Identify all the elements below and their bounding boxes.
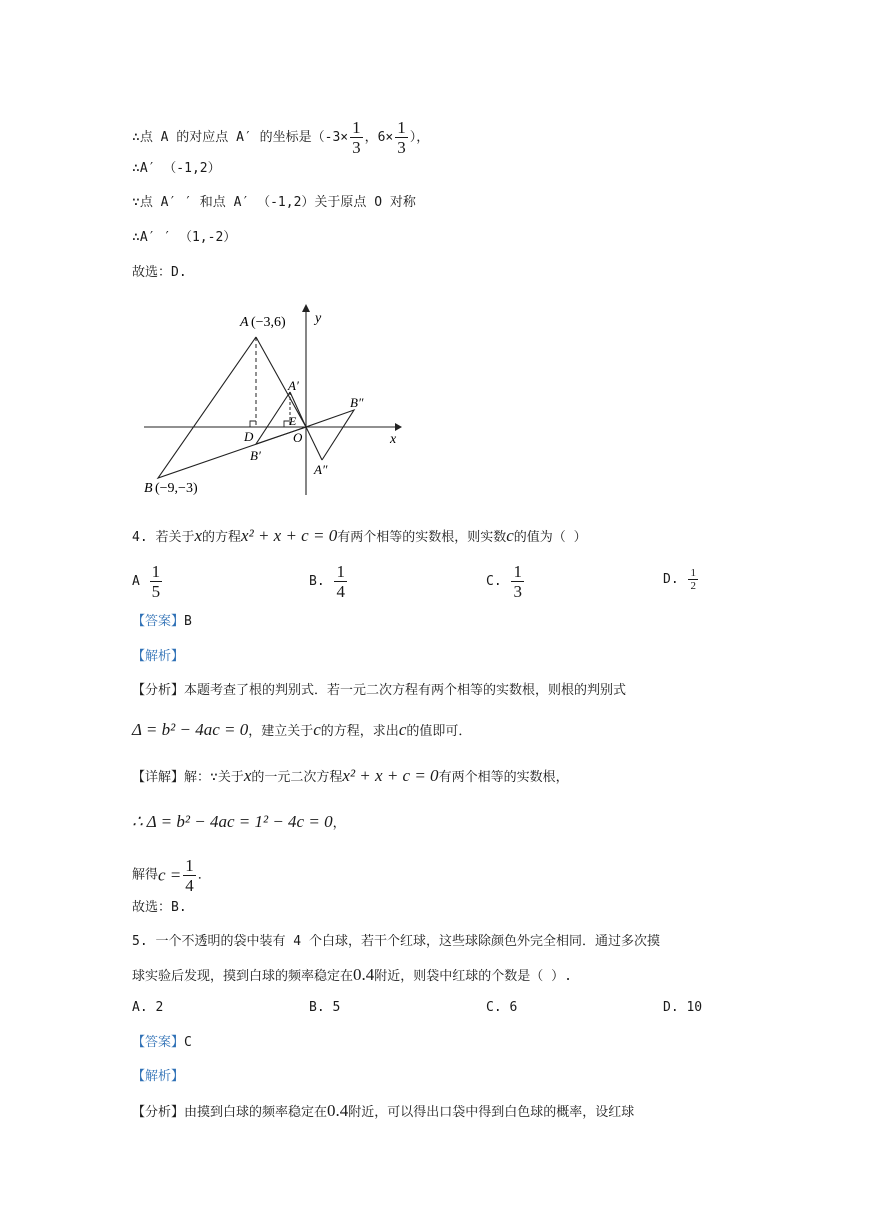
answer-value: B (184, 614, 192, 629)
q4-stem (132, 526, 587, 548)
frac-num: 1 (397, 118, 406, 137)
x-axis-arrow (395, 423, 402, 431)
q5-answer (132, 1033, 192, 1053)
label-b1: B′ (250, 448, 261, 463)
q4-analysis-tag: 【解析】 (132, 649, 185, 664)
q5-stem-1: 5. 一个不透明的袋中装有 4 个白球，若干个红球，这些球除颜色外完全相同．通过多次摸 (132, 934, 660, 949)
q4-stem-b: 的方程 (202, 530, 242, 545)
label-x: x (390, 432, 397, 447)
fenxi-tag: 【分析】 (132, 683, 185, 698)
step2-end: ． (197, 867, 211, 883)
q5-value: 0.4 (353, 965, 375, 984)
q5-option-c: C. 6 (486, 1000, 518, 1015)
label-e: E (289, 414, 297, 428)
coord-a: (−3,6) (251, 315, 286, 330)
answer-tag: 【答案】 (132, 614, 185, 629)
xiangjie-c: 有两个相等的实数根， (438, 770, 569, 785)
y-axis-arrow (302, 304, 310, 312)
xiangjie-b: 的一元二次方程 (251, 770, 343, 785)
frac-den: 4 (336, 582, 345, 601)
line1-prefix: ∴点 A 的对应点 A′ 的坐标是（-3× (132, 130, 349, 145)
label-d: D (244, 429, 254, 444)
label-a2: A″ (314, 462, 328, 477)
frac-den: 5 (151, 582, 161, 601)
triangle-abo (158, 337, 306, 478)
option-fraction (334, 562, 347, 601)
fraction (350, 118, 363, 157)
fenxi-text2a: ，建立关于 (248, 724, 314, 739)
label-b2: B″ (350, 395, 364, 410)
fenxi-value: 0.4 (327, 1101, 349, 1120)
answer-tag: 【答案】 (132, 1035, 185, 1050)
option-letter: B. (309, 574, 325, 589)
line1-mid: ，6× (364, 130, 394, 145)
step2-fraction (183, 856, 196, 895)
q4-fenxi (132, 681, 626, 701)
q4-answer (132, 612, 192, 632)
frac-num: 1 (513, 562, 522, 581)
q5-option-b: B. 5 (309, 1000, 341, 1015)
solution-line-4: ∴A′ ′ （1,-2） (132, 230, 237, 245)
q5-stem2b: 附近，则袋中红球的个数是（ ）. (374, 969, 572, 984)
q5-fenxi (132, 1101, 634, 1123)
fraction (395, 118, 408, 157)
option-letter: C. (486, 574, 502, 589)
label-a: A (240, 315, 249, 330)
var-c: c (398, 720, 407, 739)
fenxi-b: 附近，可以得出口袋中得到白色球的概率，设红球 (348, 1105, 635, 1120)
q4-option-a (132, 562, 164, 601)
solution-line-1 (132, 118, 429, 157)
q4-option-d (663, 567, 700, 592)
fenxi-text: 本题考查了根的判别式．若一元二次方程有两个相等的实数根，则根的判别式 (184, 683, 627, 698)
frac-den: 3 (513, 582, 522, 601)
step1-end: ， (332, 816, 346, 831)
frac-num: 1 (690, 567, 696, 579)
coordinate-figure (140, 300, 405, 500)
discriminant-eq: Δ = b² − 4ac = 0 (132, 720, 249, 739)
frac-den: 4 (185, 876, 194, 895)
fenxi-text2b: 的方程，求出 (320, 724, 399, 739)
q4-stem-c: 有两个相等的实数根，则实数 (337, 530, 507, 545)
label-a1: A′ (288, 378, 299, 393)
fenxi-a: 由摸到白球的频率稳定在 (184, 1105, 328, 1120)
triangle-a2b2o (306, 410, 354, 460)
option-letter: A (132, 574, 140, 589)
q4-option-c (486, 562, 526, 601)
q5-stem2a: 球实验后发现，摸到白球的频率稳定在 (132, 969, 354, 984)
q4-stem-d: 的值为（ ） (513, 530, 587, 545)
q5-stem-2 (132, 965, 572, 987)
var-x: x (194, 526, 203, 545)
var-x: x (243, 766, 252, 785)
q5-analysis-tag: 【解析】 (132, 1069, 185, 1084)
option-letter: D. (663, 572, 679, 587)
solution-line-2: ∴A′ （-1,2） (132, 161, 221, 176)
option-fraction (511, 562, 524, 601)
q4-xiangjie (132, 766, 569, 788)
frac-den: 3 (352, 138, 361, 157)
var-c: c (313, 720, 321, 739)
fenxi-text2c: 的值即可． (406, 724, 472, 739)
label-y: y (315, 311, 322, 326)
right-angle-d (250, 421, 256, 427)
line1-suffix: ）， (409, 130, 430, 145)
label-b: B (144, 481, 153, 496)
answer-value: C (184, 1035, 192, 1050)
frac-num: 1 (352, 118, 361, 137)
q4-step1 (132, 812, 346, 834)
option-fraction (150, 562, 163, 601)
step2-eq: c = (158, 865, 182, 885)
frac-den: 2 (690, 580, 696, 592)
q4-stem-a: 4. 若关于 (132, 530, 195, 545)
q4-final: 故选：B. (132, 900, 187, 915)
option-fraction (688, 567, 698, 592)
q4-option-b (309, 562, 349, 601)
xiangjie-tag: 【详解】 (132, 770, 185, 785)
solution-line-3: ∵点 A′ ′ 和点 A′ （-1,2）关于原点 O 对称 (132, 195, 416, 210)
q5-option-a: A. 2 (132, 1000, 164, 1015)
frac-den: 3 (397, 138, 406, 157)
q4-fenxi-2 (132, 720, 471, 742)
frac-num: 1 (336, 562, 345, 581)
q5-option-d: D. 10 (663, 1000, 703, 1015)
label-o: O (293, 430, 303, 445)
step2-prefix: 解得 (132, 867, 159, 883)
step1-eq: ∴ Δ = b² − 4ac = 1² − 4c = 0 (132, 812, 333, 831)
fenxi-tag: 【分析】 (132, 1105, 185, 1120)
frac-num: 1 (151, 562, 161, 581)
q4-equation: x² + x + c = 0 (241, 526, 338, 545)
coord-b: (−9,−3) (155, 481, 198, 496)
solution-line-5: 故选：D. (132, 265, 187, 280)
q4-equation: x² + x + c = 0 (342, 766, 439, 785)
q4-step2 (132, 856, 211, 895)
xiangjie-a: 解：∵关于 (184, 770, 244, 785)
var-c: c (506, 526, 514, 545)
frac-num: 1 (185, 856, 194, 875)
